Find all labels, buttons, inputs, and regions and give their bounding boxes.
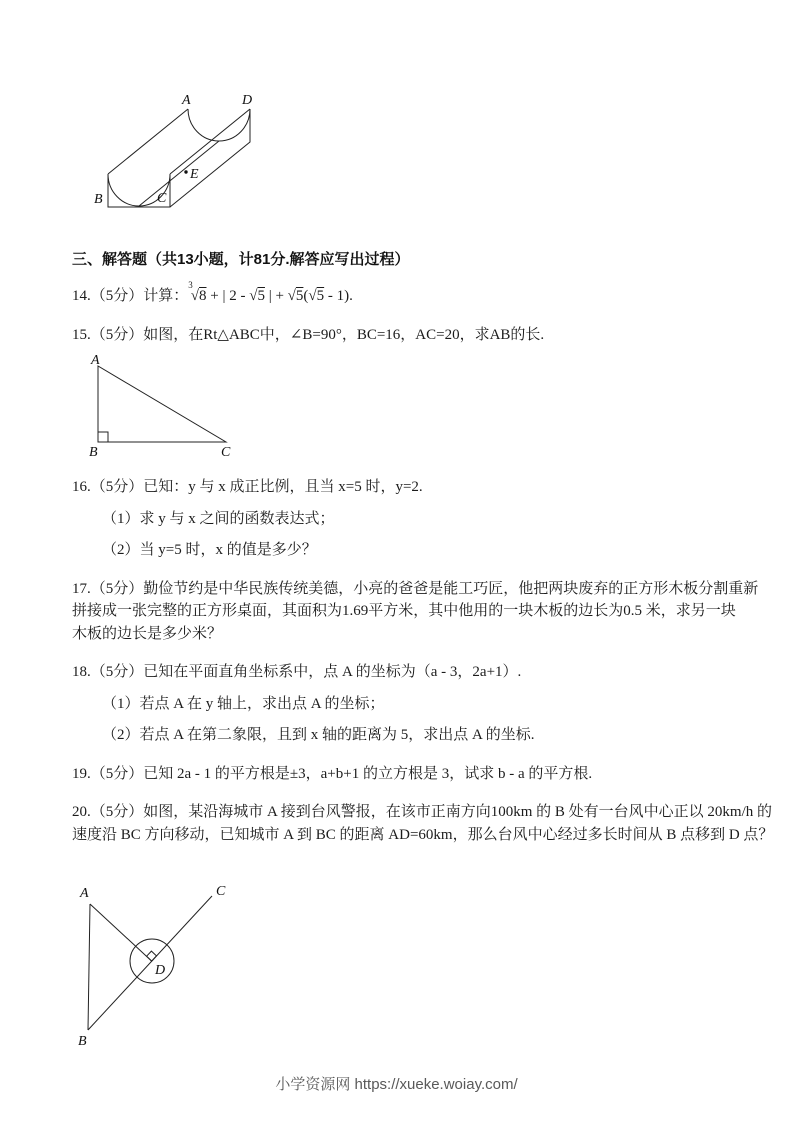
- section-header: 三、解答题（共13小题，计81分.解答应写出过程）: [72, 251, 410, 268]
- label-e: E: [190, 167, 199, 182]
- trough-inner-bottom-edge: [139, 141, 219, 206]
- segment-ad: [90, 904, 152, 961]
- expression-part: + | 2 -: [206, 288, 250, 304]
- square-root-expression: [249, 288, 265, 304]
- radicand: 5: [257, 288, 265, 304]
- label-b: B: [89, 445, 98, 460]
- question-16-part-2: （2）当 y=5 时，x 的值是多少？: [102, 542, 317, 558]
- question-18-text: 18.（5分）已知在平面直角坐标系中，点 A 的坐标为（a - 3，2a+1）.: [72, 664, 522, 680]
- question-15: [72, 324, 723, 461]
- label-d: D: [155, 963, 166, 978]
- radical-sign: √: [287, 288, 296, 304]
- label-b: B: [94, 192, 103, 207]
- trough-right-top-edge: [170, 109, 250, 174]
- label-a: A: [91, 353, 100, 368]
- question-19: [72, 763, 723, 786]
- segment-ab: [88, 904, 90, 1030]
- trough-left-top-edge: [108, 109, 188, 174]
- radical-sign: √: [249, 288, 258, 304]
- ray-bc: [88, 896, 212, 1030]
- point-e-dot: [184, 170, 187, 173]
- question-16: [72, 476, 723, 562]
- label-d: D: [242, 93, 253, 108]
- expression-part: - 1).: [324, 288, 353, 304]
- question-20: [72, 801, 774, 1054]
- expression-part: | +: [264, 288, 288, 304]
- question-14-text: [72, 280, 723, 308]
- radicand: 8: [199, 288, 207, 304]
- expression-part: (: [303, 288, 309, 304]
- trough-right-face: [170, 109, 250, 207]
- question-15-text: 15.（5分）如图，在Rt△ABC中，∠B=90°，BC=16，AC=20，求AB的长.: [72, 326, 545, 343]
- question-19-text: 19.（5分）已知 2a - 1 的平方根是±3，a+b+1 的立方根是 3，试求 b - a 的平方根.: [72, 765, 593, 782]
- figure-typhoon-diagram: [76, 882, 276, 1054]
- figure-trough-solid: [90, 92, 270, 224]
- trough-back-arc: [188, 109, 250, 141]
- square-root-expression: [288, 288, 304, 304]
- right-angle-mark: [147, 951, 157, 961]
- right-angle-mark: [98, 432, 108, 442]
- triangle-outline: [98, 366, 226, 442]
- radicand: 5: [316, 288, 325, 304]
- question-14: [72, 280, 723, 308]
- radical-sign: √: [308, 288, 317, 304]
- label-c: C: [216, 884, 226, 899]
- site-footer: 小学资源网 https://xueke.woiay.com/: [275, 1076, 518, 1093]
- question-14-number: 14.（5分）计算：: [72, 288, 189, 304]
- question-17-line-2: 拼接成一张完整的正方形桌面，其面积为1.69平方米，其中他用的一块木板的边长为0.5 米，求另一块: [72, 603, 736, 619]
- question-20-line-1: 20.（5分）如图，某沿海城市 A 接到台风警报，在该市正南方向100km 的 B 处有一台风中心正以 20km/h 的: [72, 804, 773, 820]
- cube-root-expression: [188, 280, 207, 304]
- question-17-line-1: 17.（5分）勤俭节约是中华民族传统美德，小亮的爸爸是能工巧匠，他把两块废弃的正方形木板分割重新: [72, 580, 759, 597]
- question-16-text: 16.（5分）已知：y 与 x 成正比例，且当 x=5 时，y=2.: [72, 479, 423, 495]
- question-18: [72, 661, 723, 747]
- question-17-line-3: 木板的边长是多少米？: [72, 625, 223, 642]
- question-18-part-2: （2）若点 A 在第二象限，且到 x 轴的距离为 5，求出点 A 的坐标.: [102, 727, 535, 743]
- root-index: 3: [188, 280, 193, 290]
- label-b: B: [78, 1034, 87, 1049]
- label-c: C: [221, 445, 231, 460]
- question-20-line-2: 速度沿 BC 方向移动，已知城市 A 到 BC 的距离 AD=60km，那么台风中心经过多长时间从 B 点移到 D 点？: [72, 826, 774, 843]
- question-18-part-1: （1）若点 A 在 y 轴上，求出点 A 的坐标；: [102, 695, 385, 712]
- label-c: C: [157, 191, 167, 206]
- question-17: [72, 578, 759, 646]
- label-a: A: [80, 886, 89, 901]
- square-root-expression: [308, 288, 324, 304]
- radical-sign: √: [190, 288, 199, 304]
- question-16-part-1: （1）求 y 与 x 之间的函数表达式；: [102, 510, 335, 527]
- radicand: 5: [295, 288, 304, 304]
- figure-right-triangle: [84, 352, 254, 460]
- label-a: A: [182, 93, 191, 108]
